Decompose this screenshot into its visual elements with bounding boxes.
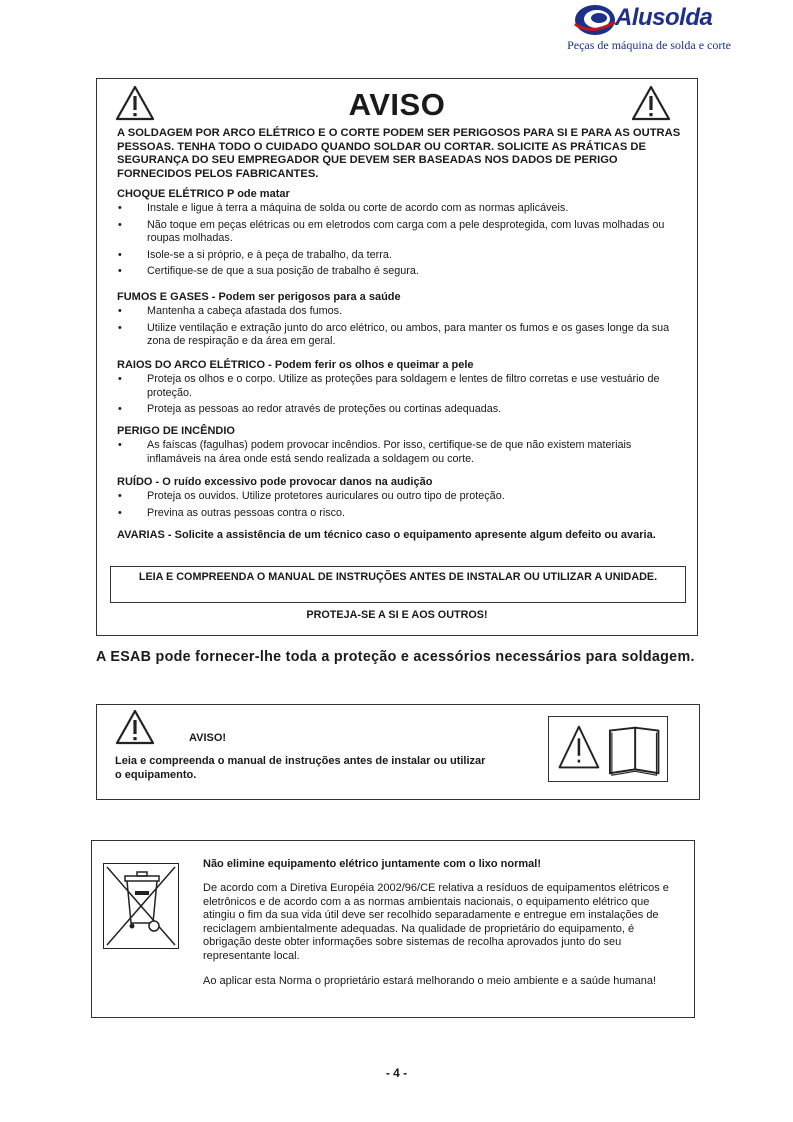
protect-note: PROTEJA-SE A SI E AOS OUTROS! — [306, 609, 488, 621]
section-fire-hazard — [117, 425, 682, 469]
brand-name: Alusolda — [615, 4, 713, 31]
manual-notice-box — [96, 704, 700, 800]
malfunction-note: AVARIAS - Solicite a assistência de um técnico caso o equipamento apresente algum defeito ou avaria. — [117, 529, 656, 541]
read-manual-icon — [548, 716, 668, 782]
section-noise — [117, 476, 682, 523]
section-heading: RUÍDO - O ruído excessivo pode provocar danos na audição — [117, 476, 433, 488]
read-manual-box: LEIA E COMPREENDA O MANUAL DE INSTRUÇÕES ANTES DE INSTALAR OU UTILIZAR A UNIDADE. — [110, 566, 686, 603]
list-item: • Utilize ventilação e extração junto do arco elétrico, ou ambos, para manter os fumos e os gases longe da sua zona de respiração e da área em geral. — [117, 322, 682, 349]
list-item: • Certifique-se de que a sua posição de trabalho é segura. — [117, 265, 682, 278]
esab-note: A ESAB pode fornecer-lhe toda a proteção e acessórios necessários para soldagem. — [96, 649, 695, 665]
warning-intro: A SOLDAGEM POR ARCO ELÉTRICO E O CORTE PODEM SER PERIGOSOS PARA SI E PARA AS OUTRAS PESSOAS. TENHA TODO O CUIDADO QUANDO SOLDAR OU CORTAR. SOLICITE AS PRÁTICAS DE SEGURANÇA DO SEU EMPREGADOR QUE DEVEM SER BASEADAS NOS DADOS DE PERIGO FORNECIDOS PELOS FABRICANTES. — [117, 127, 681, 180]
notice-text: Leia e compreenda o manual de instruções antes de instalar ou utilizar o equipamento. — [115, 755, 486, 781]
list-item: • As faíscas (fagulhas) podem provocar incêndios. Por isso, certifique-se de que não existem materiais inflamáveis na área onde está sendo realizada a soldagem ou corte. — [117, 439, 682, 466]
page-number: - 4 - — [385, 1066, 408, 1080]
section-heading: CHOQUE ELÉTRICO P ode matar — [117, 188, 290, 200]
list-item: • Proteja os ouvidos. Utilize protetores auriculares ou outro tipo de proteção. — [117, 490, 682, 503]
notice-title: AVISO! — [189, 732, 227, 744]
brand-logo — [567, 2, 731, 54]
section-heading: FUMOS E GASES - Podem ser perigosos para a saúde — [117, 291, 401, 303]
list-item: • Mantenha a cabeça afastada dos fumos. — [117, 305, 682, 318]
list-item: • Isole-se a si próprio, e à peça de trabalho, da terra. — [117, 249, 682, 262]
brand-tagline: Peças de máquina de solda e corte — [567, 38, 731, 52]
section-heading: RAIOS DO ARCO ELÉTRICO - Podem ferir os olhos e queimar a pele — [117, 359, 474, 371]
warning-box — [96, 78, 698, 636]
warning-triangle-icon — [115, 709, 155, 745]
list-item: • Não toque em peças elétricas ou em eletrodos com carga com a pele desprotegida, com luvas molhadas ou roupas molhadas. — [117, 219, 682, 246]
warning-title: AVISO — [348, 87, 446, 122]
list-item: • Previna as outras pessoas contra o risco. — [117, 507, 682, 520]
section-arc-rays — [117, 359, 682, 420]
weee-paragraph: De acordo com a Diretiva Européia 2002/96/CE relativa a resíduos de equipamentos elétricos e eletrônicos e de acordo com a as normas ambientais nacionais, o equipamento elétrico que atingiu o fim da sua vida útil deve ser recolhido separadamente e entregue em instalações de reciclagem ambientalmente adequadas. Na qualidade de proprietário do equipamento, é obrigação deste obter informações sobre sistemas de recolha aprovados junto do seu representante local. — [203, 882, 669, 962]
weee-title: Não elimine equipamento elétrico juntamente com o lixo normal! — [203, 858, 542, 870]
section-electric-shock — [117, 188, 682, 281]
logo-swirl-icon — [573, 2, 617, 38]
list-item: • Proteja os olhos e o corpo. Utilize as proteções para soldagem e lentes de filtro corretas e use vestuário de proteção. — [117, 373, 682, 400]
section-fumes-gases — [117, 291, 682, 352]
section-heading: PERIGO DE INCÊNDIO — [117, 425, 235, 437]
weee-box — [91, 840, 695, 1018]
list-item: • Proteja as pessoas ao redor através de proteções ou cortinas adequadas. — [117, 403, 682, 416]
crossed-out-bin-icon — [103, 863, 179, 949]
weee-paragraph: Ao aplicar esta Norma o proprietário estará melhorando o meio ambiente e a saúde humana! — [203, 975, 657, 987]
list-item: • Instale e ligue à terra a máquina de solda ou corte de acordo com as normas aplicáveis. — [117, 202, 682, 215]
